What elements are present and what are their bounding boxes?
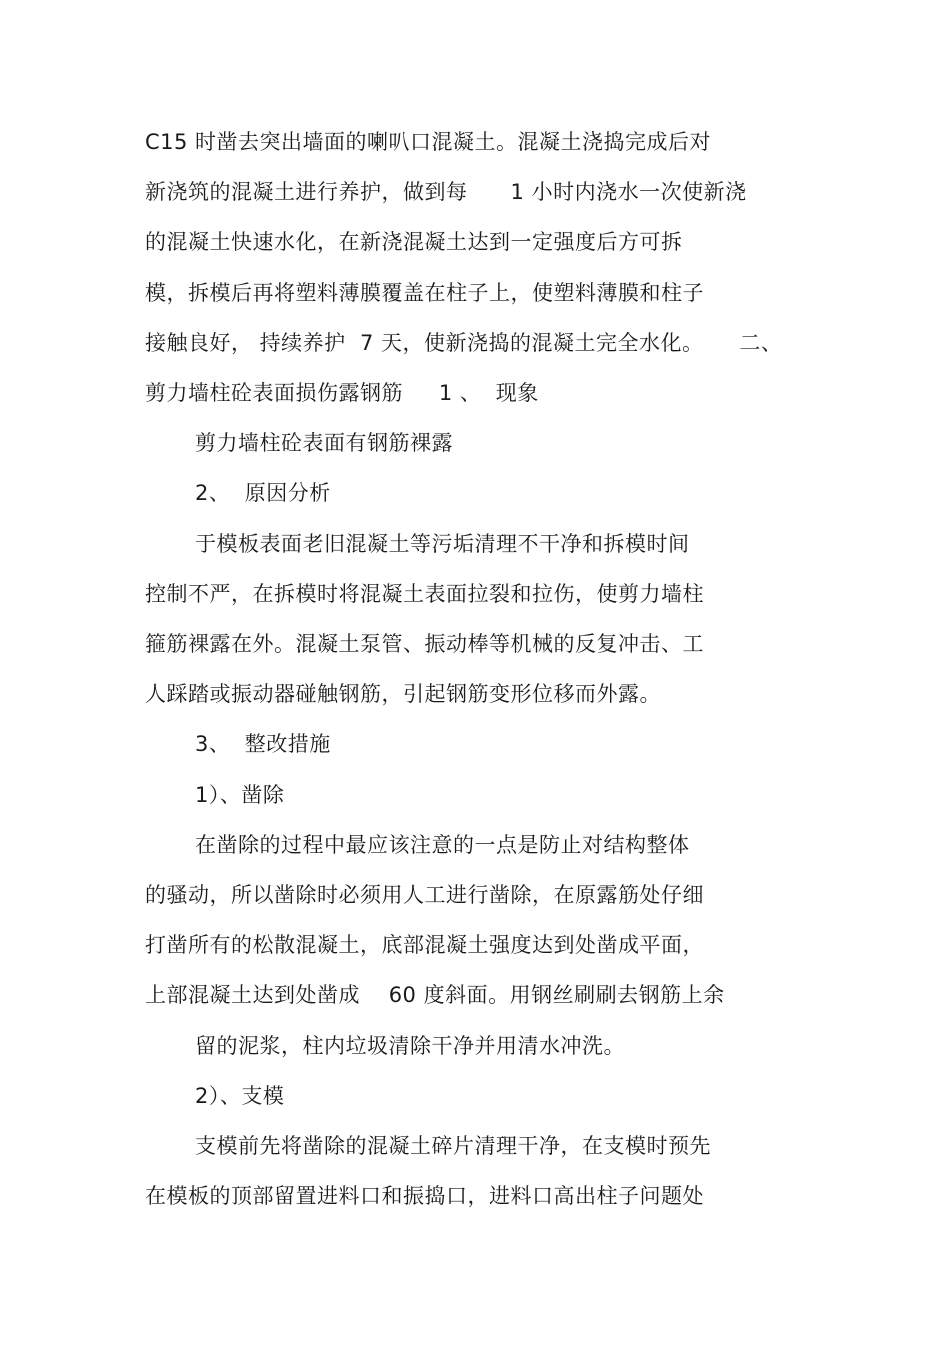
text-line: 的混凝土快速水化，在新浇混凝土达到一定强度后方可拆 — [145, 230, 683, 254]
text-line: 于模板表面老旧混凝土等污垢清理不干净和拆模时间 — [195, 532, 690, 556]
text-line: 2）、支模 — [195, 1084, 285, 1108]
text-line: 打凿所有的松散混凝土，底部混凝土强度达到处凿成平面， — [145, 933, 704, 957]
text-line: 新浇筑的混凝土进行养护，做到每 1 小时内浇水一次使新浇 — [145, 180, 747, 204]
text-line: 2、 原因分析 — [195, 481, 331, 505]
text-line: 接触良好， 持续养护 7 天，使新浇捣的混凝土完全水化。 二、 — [145, 331, 783, 355]
text-line: 箍筋裸露在外。混凝土泵管、振动棒等机械的反复冲击、工 — [145, 632, 704, 656]
text-line: 支模前先将凿除的混凝土碎片清理干净，在支模时预先 — [195, 1134, 711, 1158]
text-line: 控制不严，在拆模时将混凝土表面拉裂和拉伤，使剪力墙柱 — [145, 582, 704, 606]
text-line: 留的泥浆，柱内垃圾清除干净并用清水冲洗。 — [195, 1034, 625, 1058]
text-line: 模，拆模后再将塑料薄膜覆盖在柱子上，使塑料薄膜和柱子 — [145, 281, 704, 305]
text-line: 1）、凿除 — [195, 783, 285, 807]
text-line: C15 时凿去突出墙面的喇叭口混凝土。混凝土浇捣完成后对 — [145, 130, 712, 154]
text-line: 剪力墙柱砼表面损伤露钢筋 1 、 现象 — [145, 381, 539, 405]
text-line: 在凿除的过程中最应该注意的一点是防止对结构整体 — [195, 833, 690, 857]
text-line: 3、 整改措施 — [195, 732, 331, 756]
text-line: 上部混凝土达到处凿成 60 度斜面。用钢丝刷刷去钢筋上余 — [145, 983, 725, 1007]
text-line: 的骚动，所以凿除时必须用人工进行凿除，在原露筋处仔细 — [145, 883, 704, 907]
text-line: 在模板的顶部留置进料口和振捣口，进料口高出柱子问题处 — [145, 1184, 704, 1208]
text-line: 人踩踏或振动器碰触钢筋，引起钢筋变形位移而外露。 — [145, 682, 661, 706]
text-line: 剪力墙柱砼表面有钢筋裸露 — [195, 431, 453, 455]
